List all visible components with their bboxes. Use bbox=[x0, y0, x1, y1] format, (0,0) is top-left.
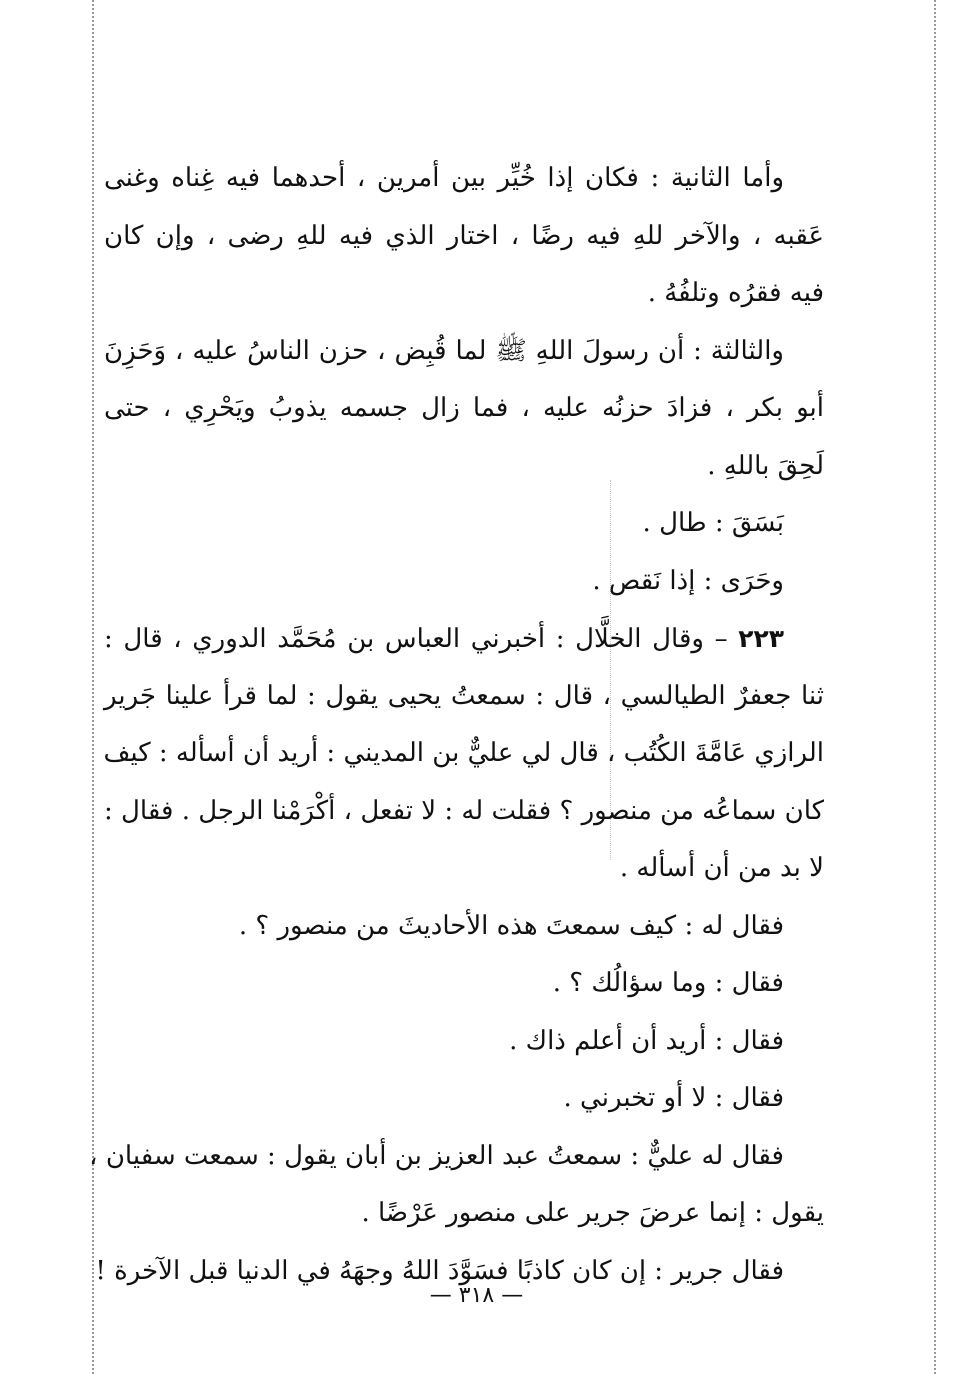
dialogue-line: فقال : لا أو تخبرني . bbox=[563, 1083, 784, 1113]
scan-edge-right bbox=[934, 0, 936, 1374]
text-line: كان سماعُه من منصور ؟ فقلت له : لا تفعل ، أكْرَمْنا الرجل . فقال : bbox=[104, 795, 824, 826]
gloss-line: بَسَقَ : طال . bbox=[642, 508, 784, 538]
text-line: يقول : إنما عرضَ جرير على منصور عَرْضًا . bbox=[361, 1198, 824, 1228]
dialogue-line: فقال : أريد أن أعلم ذاك . bbox=[509, 1025, 784, 1056]
text-line: لَحِقَ باللهِ . bbox=[707, 450, 824, 481]
page-number: — ٣١٨ — bbox=[429, 1283, 524, 1308]
dialogue-line: فقال له : كيف سمعتَ هذه الأحاديثَ من منصور ؟ . bbox=[238, 910, 784, 941]
gloss-line: وحَرَى : إذا نَقص . bbox=[592, 565, 784, 596]
entry-heading-text: – وقال الخلَّال : أخبرني العباس بن مُحَمَّد الدوري ، قال : bbox=[104, 624, 728, 654]
entry-number: ٢٢٣ bbox=[738, 624, 784, 653]
entry-heading-line bbox=[104, 610, 824, 668]
text-line: ثنا جعفرٌ الطيالسي ، قال : سمعتُ يحيى يقول : لما قرأ علينا جَرير bbox=[104, 680, 824, 711]
text-line: الرازي عَامَّةَ الكُتُب ، قال لي عليٌّ بن المديني : أريد أن أسأله : كيف bbox=[103, 738, 824, 768]
text-line: أبو بكر ، فزادَ حزنُه عليه ، فما زال جسمه يذوبُ ويَحْرِي ، حتى bbox=[104, 393, 824, 423]
dialogue-line: فقال له عليٌّ : سمعتُ عبد العزيز بن أبان يقول : سمعت سفيان ، bbox=[89, 1140, 784, 1171]
text-line: فيه فقرُه وتلفُهُ . bbox=[647, 278, 824, 308]
dialogue-line: فقال جرير : إن كان كاذبًا فسَوَّدَ اللهُ وجهَهُ في الدنيا قبل الآخرة ! bbox=[95, 1255, 784, 1286]
page-body bbox=[89, 150, 824, 1300]
text-line: وأما الثانية : فكان إذا خُيِّر بين أمرين ، أحدهما فيه غِناه وغنى bbox=[104, 163, 784, 193]
text-line: عَقبه ، والآخر للهِ فيه رضًا ، اختار الذي فيه للهِ رضى ، وإن كان bbox=[104, 220, 824, 251]
text-line: والثالثة : أن رسولَ اللهِ ﷺ لما قُبِض ، حزن الناسُ عليه ، وَحَزِنَ bbox=[104, 335, 784, 366]
text-line: لا بد من أن أسأله . bbox=[619, 853, 824, 883]
dialogue-line: فقال : وما سؤالُك ؟ . bbox=[552, 968, 784, 998]
